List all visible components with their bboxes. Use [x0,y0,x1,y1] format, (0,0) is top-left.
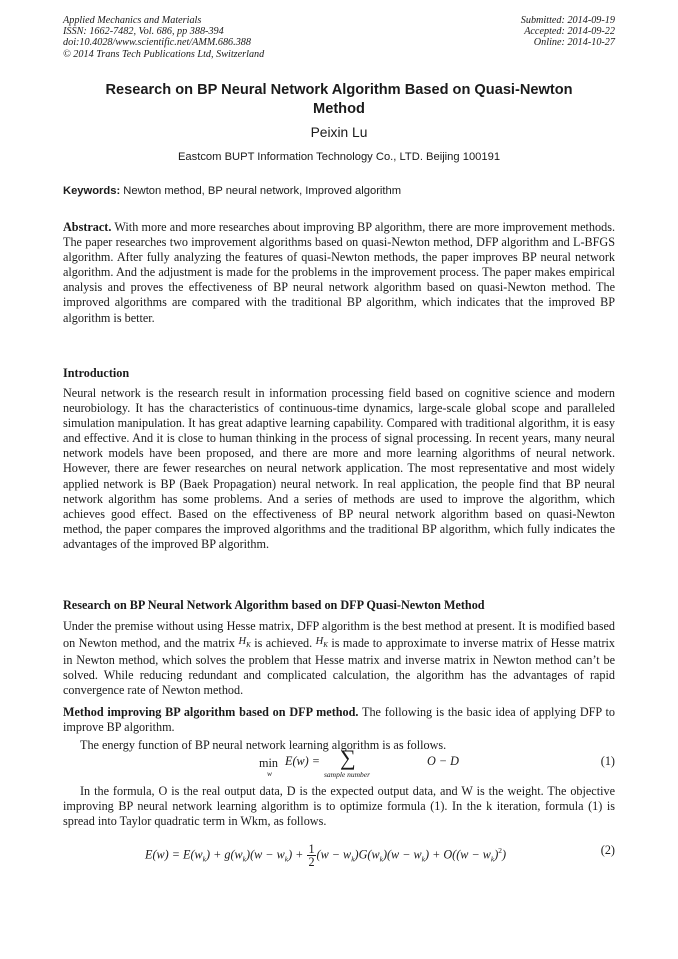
author-name: Peixin Lu [310,125,368,140]
equation-2 [63,833,615,869]
eq2-frac-num: 1 [308,842,315,856]
eq2-c: )(w − w [246,847,285,862]
hk-sub-2: K [323,641,328,650]
abstract [63,220,615,326]
eq2-h: ) + O((w − w [424,847,491,862]
dfp-paragraph [63,619,615,699]
eq2-e: (w − w [316,847,352,862]
title-line-2: Method [313,101,365,117]
eq2-power: 2 [498,846,503,856]
eq2-sub-4: k [351,854,355,864]
hk-sub: K [246,641,251,650]
eq2-b: ) + g(w [206,847,243,862]
eq2-d: ) + [288,847,307,862]
title-line-1: Research on BP Neural Network Algorithm Based on Quasi-Newton [105,82,573,98]
journal-header-left [63,15,264,60]
eq2-frac-den: 2 [308,855,315,869]
hk-symbol-2 [315,636,328,650]
eq2-sub-1: k [202,854,206,864]
eq1-min-text: min [259,756,278,770]
dfp-text-b: is achieved. [250,636,316,651]
eq2-sub-5: k [379,854,383,864]
eq2-body [145,843,506,868]
journal-name: Applied Mechanics and Materials [63,15,202,26]
method-label: Method improving BP algorithm based on DFP method. [63,705,359,719]
keywords [63,184,615,198]
author-affiliation: Eastcom BUPT Information Technology Co., LTD. Beijing 100191 [177,151,501,163]
eq2-j: ) [502,847,507,862]
eq1-number: (1) [600,754,615,768]
eq2-sub-3: k [284,854,289,864]
method-paragraph [63,705,615,735]
abstract-label: Abstract. [63,220,112,234]
hk-base: H [238,636,247,648]
journal-header-right [521,15,615,49]
section-heading: Research on BP Neural Network Algorithm based on DFP Quasi-Newton Method [63,598,485,612]
hk-symbol [238,636,251,650]
eq2-sub-2: k [242,854,247,864]
method-text: The following is the basic idea of applying DFP to improve BP algorithm. [63,705,615,735]
eq1-sum-symbol: ∑ [340,745,356,770]
energy-paragraph: The energy function of BP neural network learning algorithm is as follows. [80,738,447,752]
eq1-sum [324,745,371,779]
intro-paragraph: Neural network is the research result in information processing field based on cognitive science and modern neurobiology. It has the characteristics of continuous-time dynamics, large-scale global scope and paralleled simulation manipulation. It has great adaptive learning capability. Compared with traditional algorithm, it is easy and effective. And it is close to human thinking in the process of signal processing. In recent years, many neural network models have been proposed, and there are more and more learning algorithms of neural network. However, there are fewer researches on neural network application. The most representative and most widely applied network is BP (Baek Propagation) neural network. In real application, the people find that BP neural network algorithm has some problems. And a series of methods are used to improve the algorithm, which achieves good effect. Based on the effectiveness of BP neural network algorithm based on quasi-Newton method, the paper compares the improved algorithms and the traditional BP algorithm, which fully indicates the advantages of the improved BP algorithm. [63,386,615,551]
hk-base-2: H [315,636,324,648]
accepted-date: Accepted: 2014-09-22 [524,26,615,38]
eq2-i: ) [494,847,499,862]
eq2-f: )G(w [354,847,380,862]
dfp-text-a: Under the premise without using Hesse matrix, DFP algorithm is the best method at present. It is modified based on Newton method, and the matrix [63,619,615,651]
eq1-min-sub: w [267,769,273,778]
keywords-label: Keywords: [63,185,121,197]
formula-paragraph: In the formula, O is the real output data, D is the expected output data, and W is the weight. The objective improving BP neural network learning algorithm is to optimize formula (1). In the k iteration, formula (1) is spread into Taylor quadratic term in Wkm, as follows. [63,784,615,829]
online-date: Online: 2014-10-27 [533,37,615,49]
eq2-fraction [307,843,315,868]
eq2-sub-6: k [421,854,425,864]
eq1-sum-sub: sample number [324,770,371,779]
copyright-line: © 2014 Trans Tech Publications Ltd, Switzerland [63,48,265,60]
abstract-text: With more and more researches about improving BP algorithm, there are more improvement methods. The paper researches two improvement algorithms based on quasi-Newton method, DFP algorithm and L-BFGS algorithm. After fully analyzing the features of quasi-Newton methods, the paper improves BP neural network algorithm. And the adjustment is made for the problems in the improvement process. The paper makes empirical analysis and proves the effectiveness of BP neural network algorithm based on quasi-Newton method. The improved algorithms are compared with the traditional BP algorithm, which indicates that the improved BP algorithm is better. [63,220,615,325]
eq2-a: E(w) = E(w [145,847,203,862]
dfp-text-c: is made to approximate to inverse matrix of Hesse matrix in Newton method, which solves the problem that Hesse matrix and inverse matrix in Newton method can’t be solved. While reducing redundant and complicated calculation, the algorithm has the advantages of rapid convergence rate of Newton method. [63,636,615,698]
intro-heading: Introduction [63,366,130,380]
issn-line: ISSN: 1662-7482, Vol. 686, pp 388-394 [63,26,224,38]
eq1-rhs: O − D [427,754,459,768]
eq2-number: (2) [600,843,615,857]
eq2-g: )(w − w [382,847,422,862]
eq2-sub-7: k [490,854,495,864]
keywords-text: Newton method, BP neural network, Improved algorithm [120,185,402,197]
eq1-lhs: E(w) = [285,754,320,768]
eq1-min [259,754,278,778]
doi-line: doi:10.4028/www.scientific.net/AMM.686.388 [63,37,251,49]
submitted-date: Submitted: 2014-09-19 [520,15,615,26]
paper-title [63,81,615,119]
